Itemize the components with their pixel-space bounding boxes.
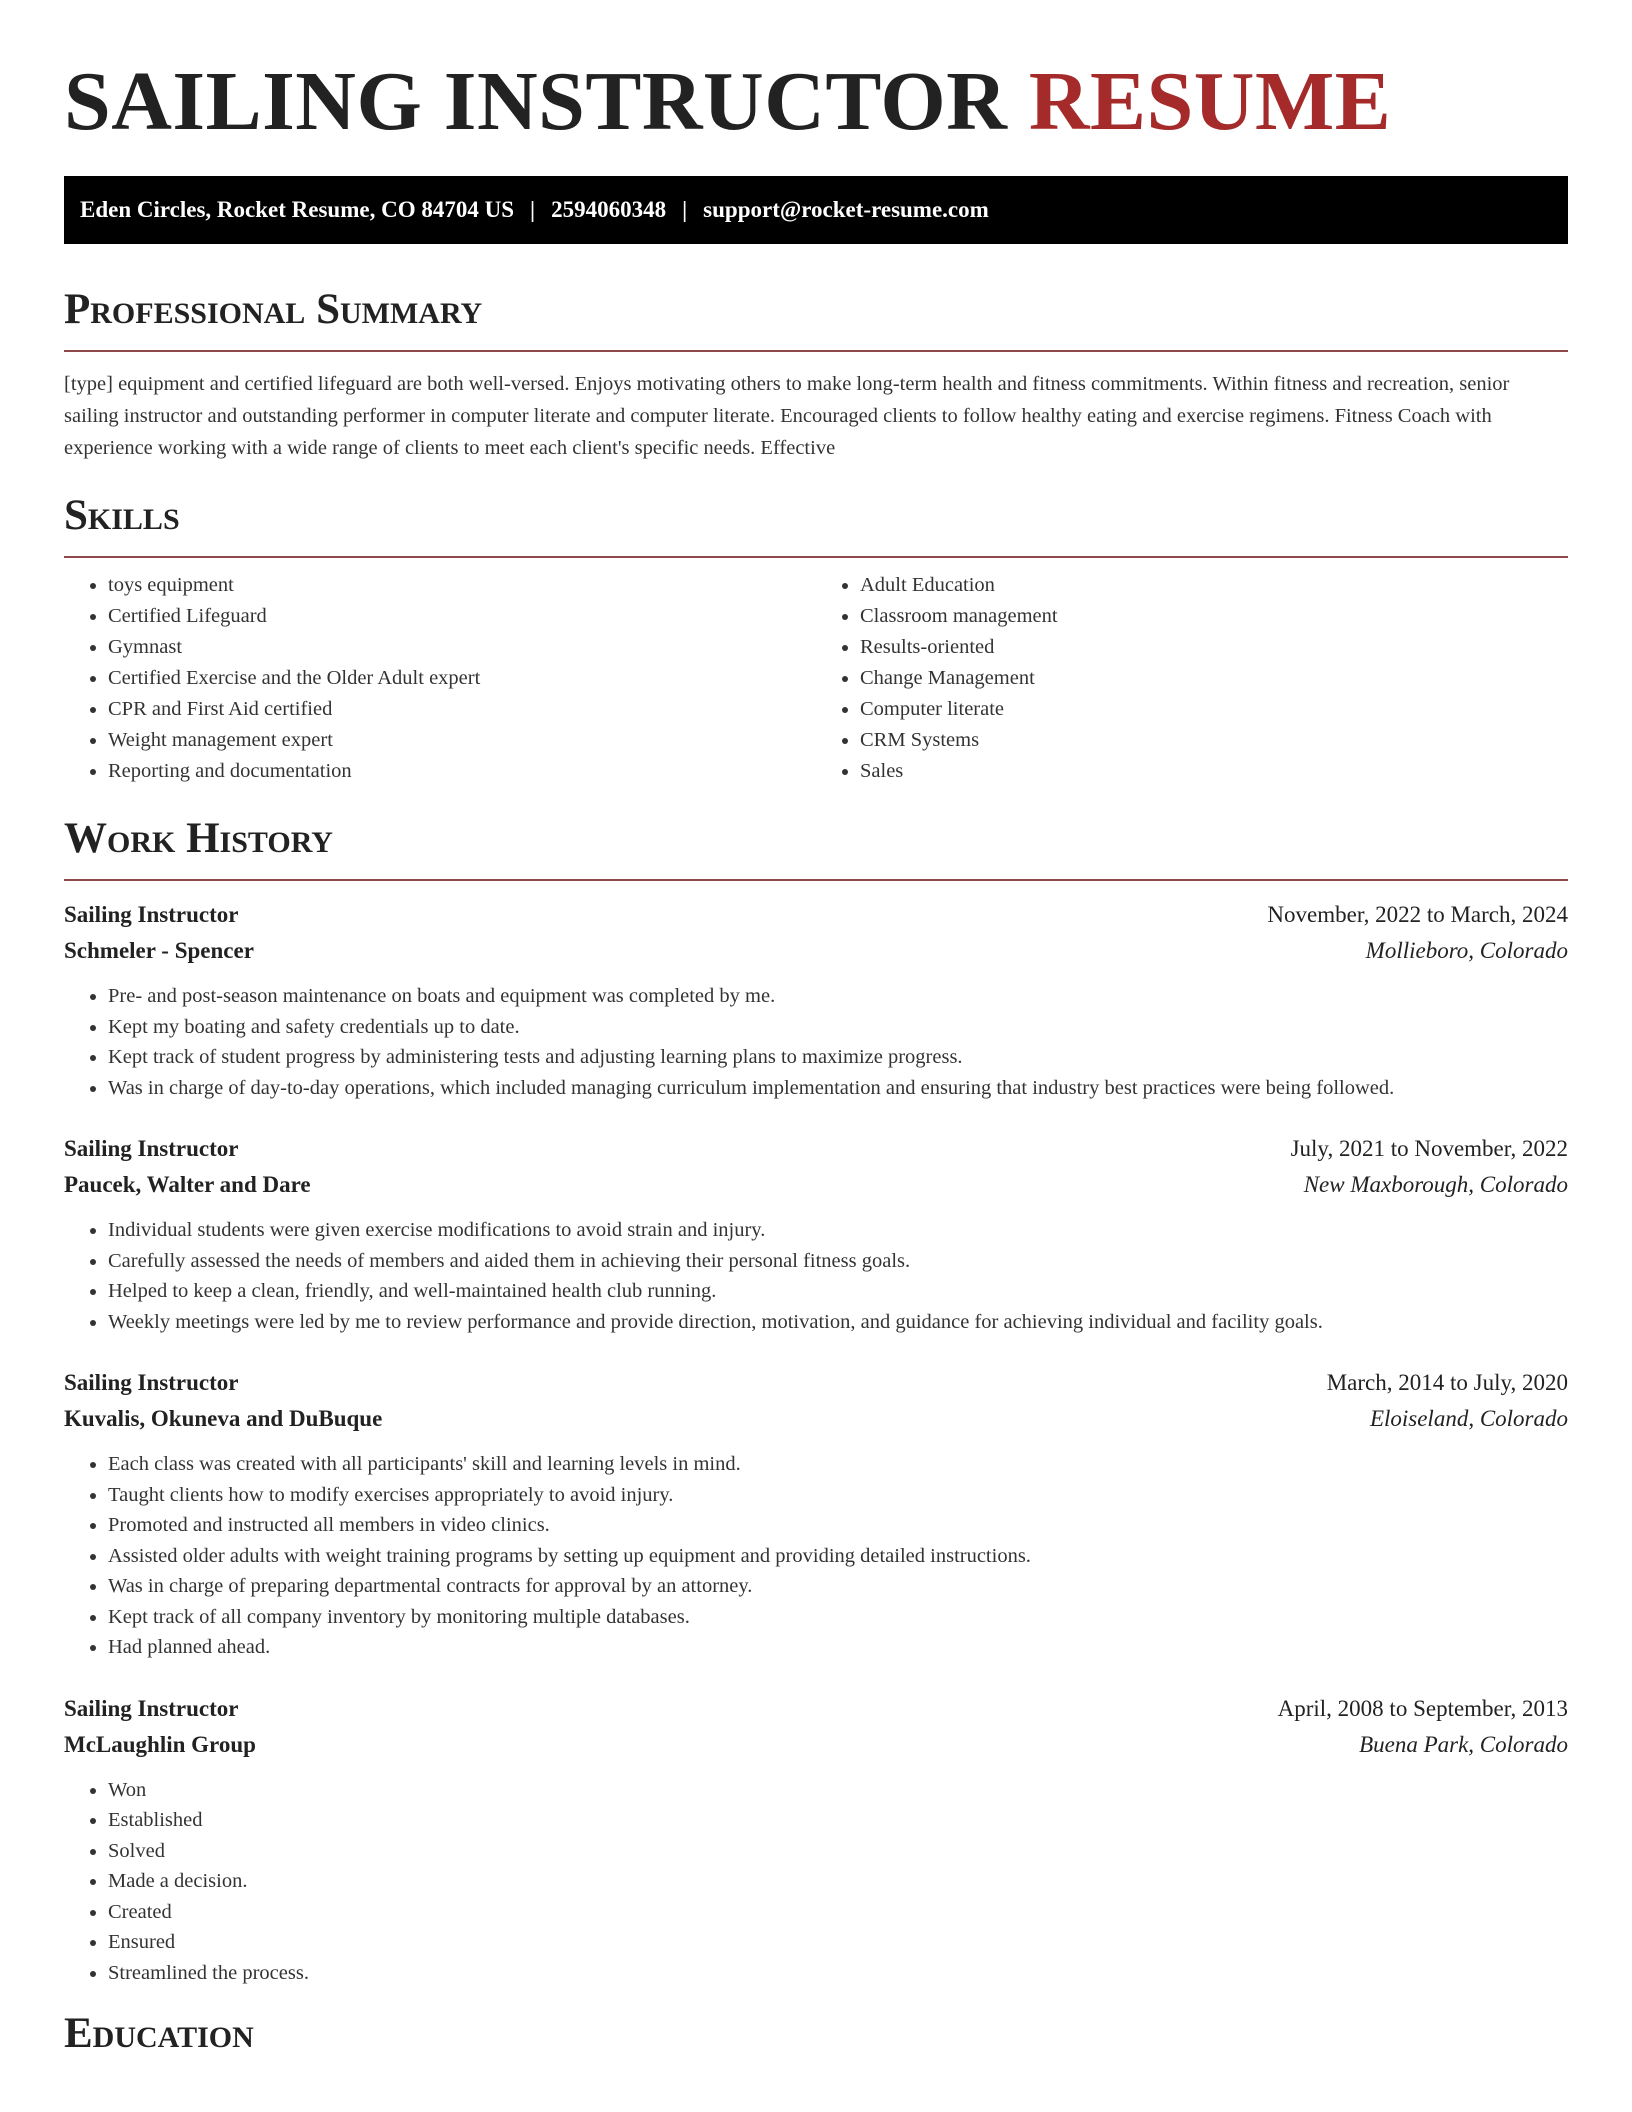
education-section	[64, 2008, 1568, 2060]
section-heading-education: Education	[64, 2010, 254, 2057]
section-divider	[64, 556, 1568, 558]
job-location: Mollieboro, Colorado	[1365, 938, 1568, 963]
job-company-row	[64, 1401, 1568, 1437]
job-bullet: • Pre- and post-season maintenance on boats and equipment was completed by me.	[108, 981, 1568, 1012]
job-bullet: • Assisted older adults with weight training programs by setting up equipment and providing detailed instructions.	[108, 1541, 1568, 1572]
skill-item: • CRM Systems	[860, 725, 1568, 756]
job-bullet: • Had planned ahead.	[108, 1632, 1568, 1663]
job-bullet-list	[64, 1775, 1568, 1989]
job-dates: July, 2021 to November, 2022	[1290, 1136, 1568, 1161]
contact-email: support@rocket-resume.com	[703, 197, 989, 222]
section-divider	[64, 350, 1568, 352]
skill-item: • Weight management expert	[108, 725, 816, 756]
job-header-row	[64, 897, 1568, 933]
job-company: Schmeler - Spencer	[64, 938, 254, 963]
job-bullet: • Kept track of student progress by administering tests and adjusting learning plans to maximize progress.	[108, 1042, 1568, 1073]
job-bullet: • Weekly meetings were led by me to review performance and provide direction, motivation, and guidance for achieving individual and facility goals.	[108, 1307, 1568, 1338]
job-location: Buena Park, Colorado	[1359, 1731, 1568, 1757]
job-entry	[64, 897, 1568, 1103]
contact-bar	[64, 176, 1568, 244]
job-bullet: • Was in charge of preparing departmental contracts for approval by an attorney.	[108, 1571, 1568, 1602]
job-bullet: • Ensured	[108, 1927, 1568, 1958]
section-heading-skills: Skills	[64, 492, 180, 539]
job-location: New Maxborough, Colorado	[1303, 1172, 1568, 1197]
job-bullet: • Made a decision.	[108, 1866, 1568, 1897]
job-bullet: • Was in charge of day-to-day operations, which included managing curriculum implementation and ensuring that industry best practices were being followed.	[108, 1073, 1568, 1104]
skills-columns	[64, 570, 1568, 787]
skill-item: • Reporting and documentation	[108, 756, 816, 787]
job-bullet: • Helped to keep a clean, friendly, and well-maintained health club running.	[108, 1276, 1568, 1307]
job-list	[64, 897, 1568, 1988]
skill-item: • Adult Education	[860, 570, 1568, 601]
job-bullet: • Won	[108, 1775, 1568, 1806]
job-company: McLaughlin Group	[64, 1731, 256, 1757]
skill-item: • toys equipment	[108, 570, 816, 601]
work-history-section	[64, 813, 1568, 1988]
job-bullet: • Taught clients how to modify exercises appropriately to avoid injury.	[108, 1480, 1568, 1511]
job-dates: March, 2014 to July, 2020	[1326, 1370, 1568, 1395]
resume-title	[64, 0, 1568, 152]
contact-separator: |	[682, 197, 688, 222]
job-bullet: • Individual students were given exercise modifications to avoid strain and injury.	[108, 1215, 1568, 1246]
job-bullet: • Created	[108, 1897, 1568, 1928]
job-title: Sailing Instructor	[64, 1370, 239, 1395]
job-bullet-list	[64, 1215, 1568, 1337]
title-accent: RESUME	[1028, 55, 1392, 148]
job-bullet: • Each class was created with all participants' skill and learning levels in mind.	[108, 1449, 1568, 1480]
job-title: Sailing Instructor	[64, 1136, 239, 1161]
job-entry	[64, 1691, 1568, 1989]
job-bullet: • Kept my boating and safety credentials up to date.	[108, 1012, 1568, 1043]
skill-item: • Classroom management	[860, 601, 1568, 632]
job-company-row	[64, 1167, 1568, 1203]
job-bullet: • Streamlined the process.	[108, 1958, 1568, 1989]
job-header-row	[64, 1365, 1568, 1401]
section-heading-work-history: Work History	[64, 815, 333, 862]
job-entry	[64, 1131, 1568, 1337]
skill-item: • CPR and First Aid certified	[108, 694, 816, 725]
section-divider	[64, 879, 1568, 881]
skill-item: • Certified Lifeguard	[108, 601, 816, 632]
job-company-row	[64, 933, 1568, 969]
section-heading-summary: Professional Summary	[64, 286, 483, 333]
job-bullet: • Carefully assessed the needs of members and aided them in achieving their personal fitness goals.	[108, 1246, 1568, 1277]
skill-item: • Gymnast	[108, 632, 816, 663]
job-title: Sailing Instructor	[64, 1695, 239, 1721]
job-header-row	[64, 1691, 1568, 1727]
skill-item: • Computer literate	[860, 694, 1568, 725]
contact-separator: |	[530, 197, 536, 222]
job-dates: April, 2008 to September, 2013	[1277, 1695, 1568, 1721]
contact-phone: 2594060348	[551, 197, 667, 222]
summary-section	[64, 284, 1568, 464]
skills-section	[64, 490, 1568, 787]
job-title: Sailing Instructor	[64, 902, 239, 927]
job-dates: November, 2022 to March, 2024	[1267, 902, 1568, 927]
job-bullet: • Promoted and instructed all members in video clinics.	[108, 1510, 1568, 1541]
job-location: Eloiseland, Colorado	[1369, 1406, 1568, 1431]
job-bullet-list	[64, 981, 1568, 1103]
job-entry	[64, 1365, 1568, 1663]
skill-item: • Sales	[860, 756, 1568, 787]
job-bullet: • Established	[108, 1805, 1568, 1836]
contact-address: Eden Circles, Rocket Resume, CO 84704 US	[80, 197, 514, 222]
job-bullet: • Kept track of all company inventory by monitoring multiple databases.	[108, 1602, 1568, 1633]
skills-list-right	[816, 570, 1568, 787]
skill-item: • Certified Exercise and the Older Adult expert	[108, 663, 816, 694]
job-company: Kuvalis, Okuneva and DuBuque	[64, 1406, 383, 1431]
job-company: Paucek, Walter and Dare	[64, 1172, 311, 1197]
job-bullet: • Solved	[108, 1836, 1568, 1867]
skills-list-left	[64, 570, 816, 787]
title-main: SAILING INSTRUCTOR	[64, 55, 1008, 148]
job-header-row	[64, 1131, 1568, 1167]
skill-item: • Change Management	[860, 663, 1568, 694]
job-company-row	[64, 1727, 1568, 1763]
job-bullet-list	[64, 1449, 1568, 1663]
summary-text: [type] equipment and certified lifeguard are both well-versed. Enjoys motivating others to make long-term health and fitness commitments. Within fitness and recreation, senior sailing instructor and outstanding performer in computer literate and computer literate. Encouraged clients to follow healthy eating and exercise regimens. Fitness Coach with experience working with a wide range of clients to meet each client's specific needs. Effective	[64, 373, 1510, 459]
skill-item: • Results-oriented	[860, 632, 1568, 663]
